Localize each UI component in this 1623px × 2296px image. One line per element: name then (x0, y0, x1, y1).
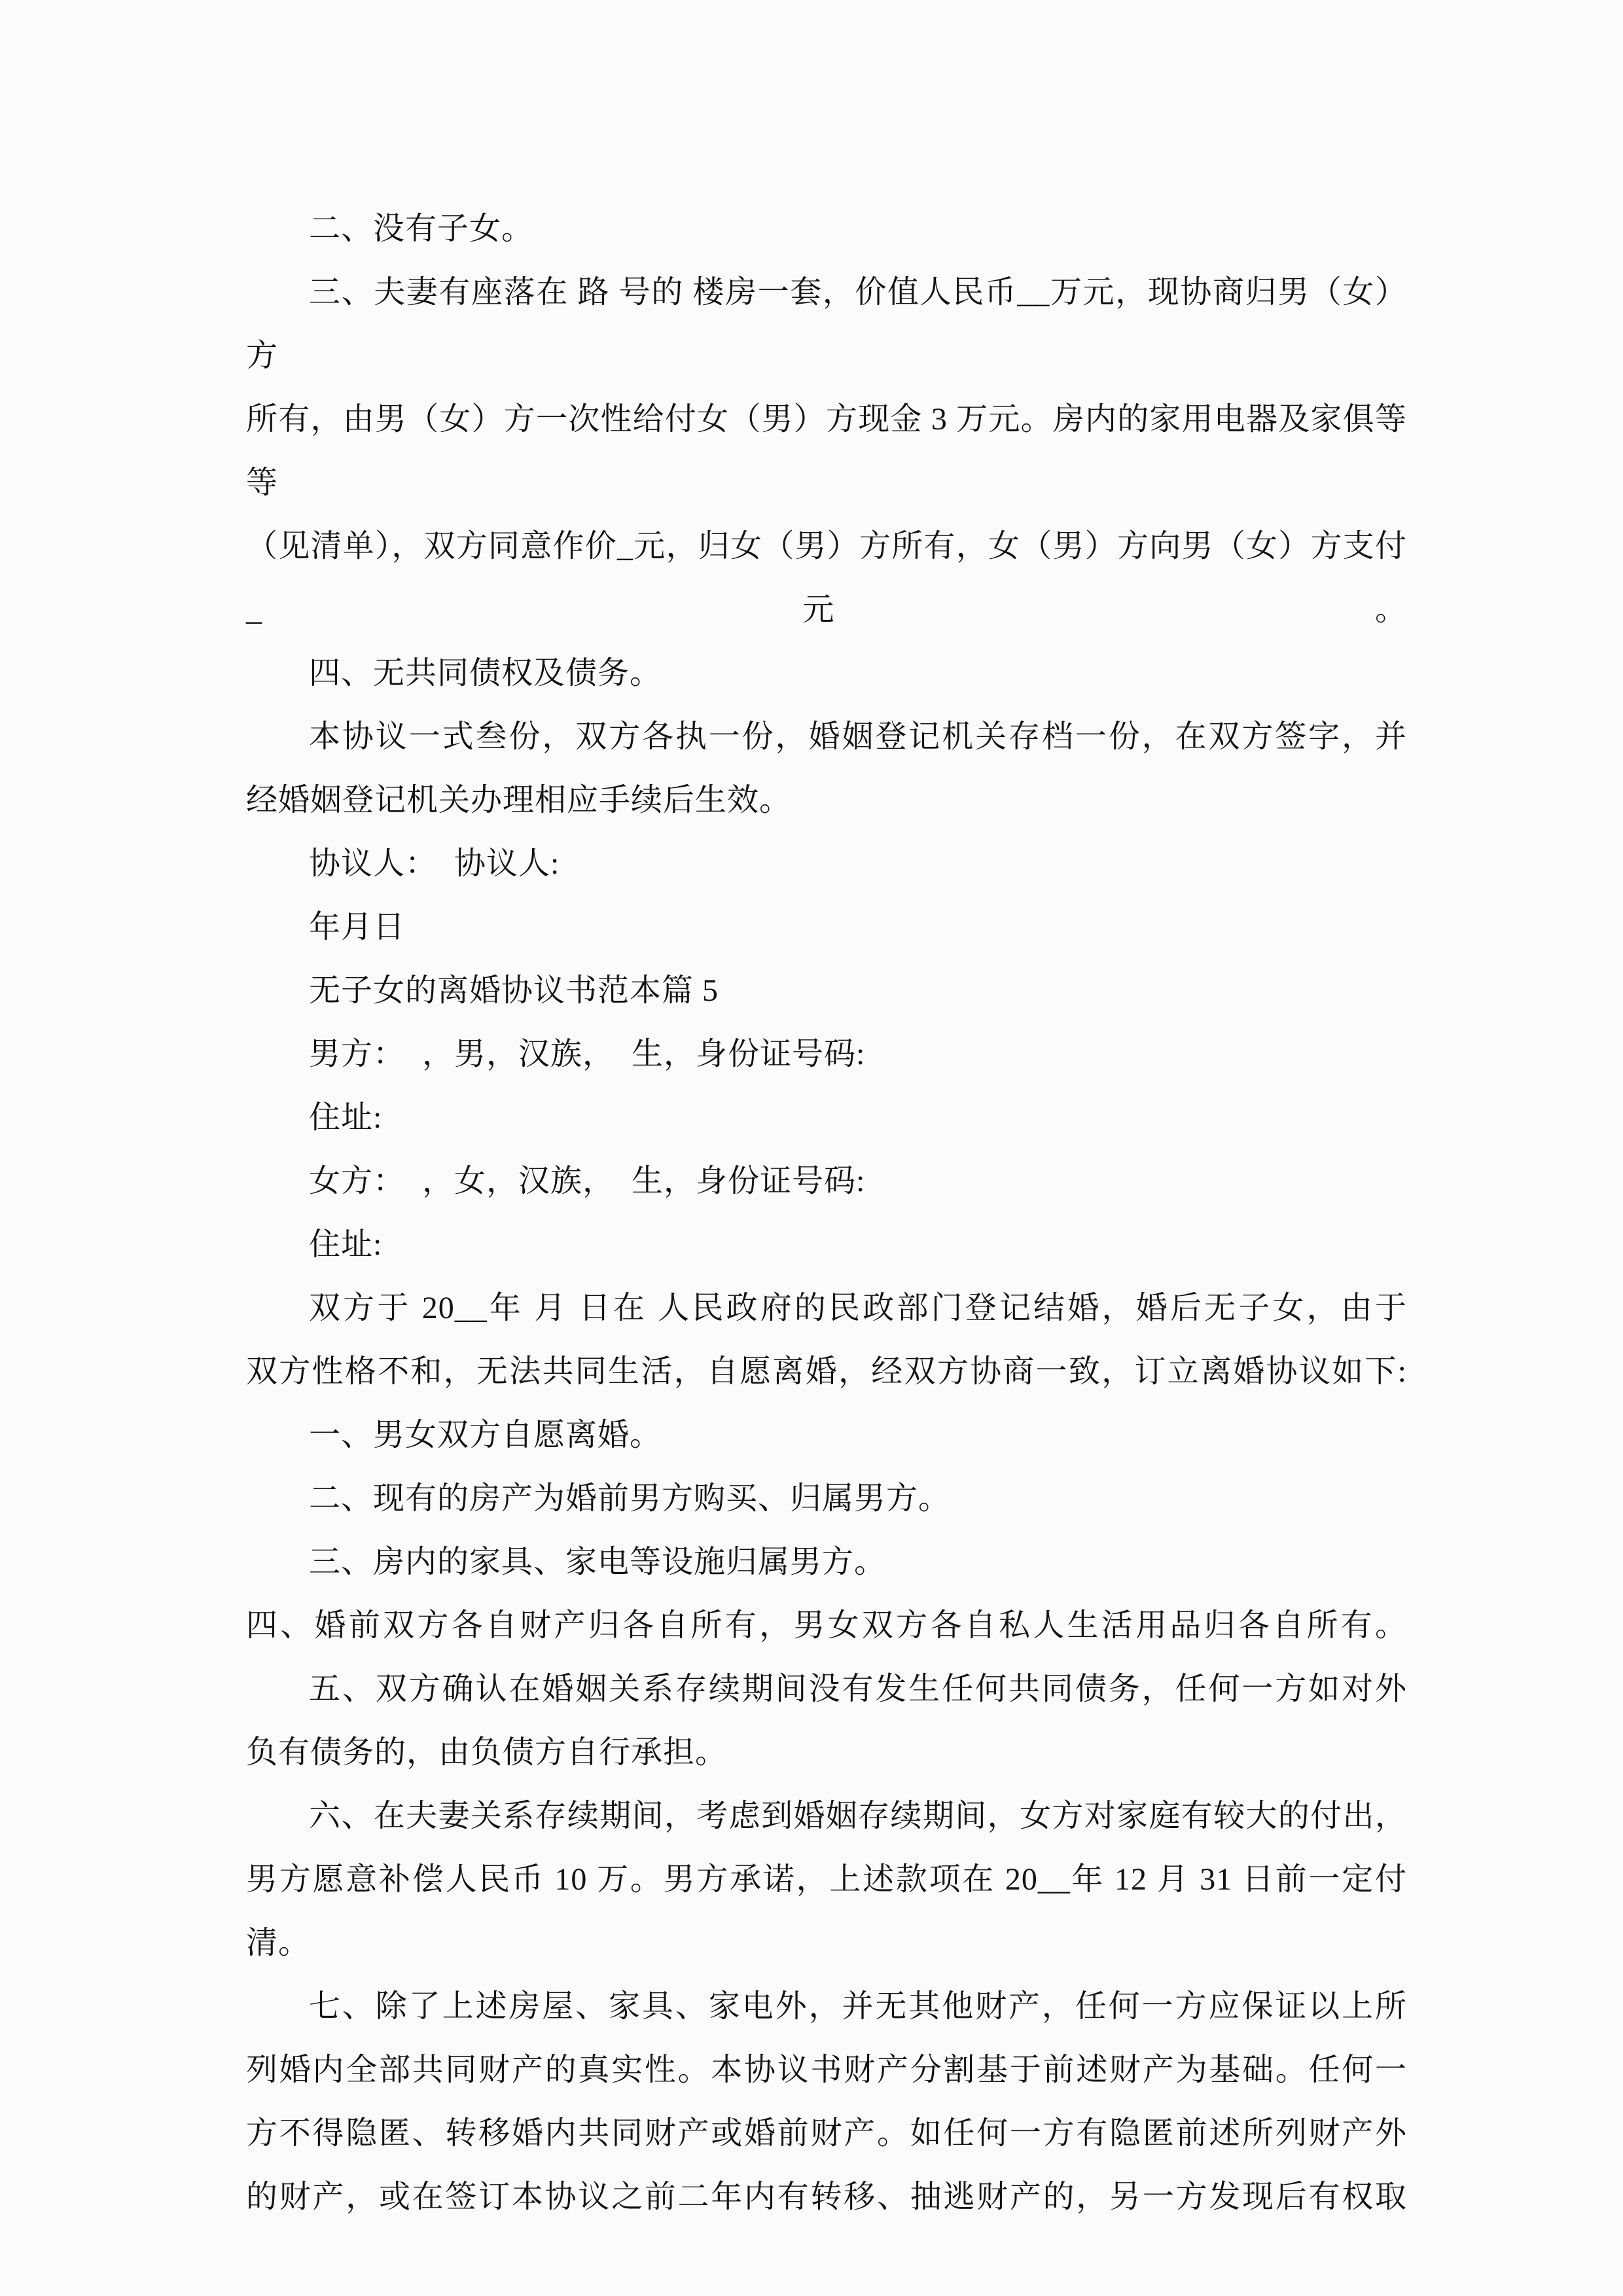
text-line: 负有债务的，由负债方自行承担。 (246, 1735, 728, 1770)
text-line: 三、夫妻有座落在 路 号的 楼房一套，价值人民币__万元，现协商归男（女）方 (246, 275, 1407, 373)
signature-line: 协议人： 协议人: (309, 846, 560, 881)
text-line: 七、除了上述房屋、家具、家电外，并无其他财产，任何一方应保证以上所 (309, 1989, 1407, 2024)
text-line: （见清单），双方同意作价_元，归女（男）方所有，女（男）方向男（女）方支付_元。 (246, 529, 1407, 627)
text-line: 住址: (309, 1100, 383, 1135)
section-heading: 无子女的离婚协议书范本篇 5 (309, 973, 719, 1008)
text-line: 二、没有子女。 (309, 211, 534, 246)
text-line: 三、房内的家具、家电等设施归属男方。 (309, 1545, 887, 1579)
text-line: 双方于 20__年 月 日在 人民政府的民政部门登记结婚，婚后无子女，由于 (309, 1291, 1407, 1325)
text-line: 四、无共同债权及债务。 (309, 656, 662, 691)
text-line: 五、双方确认在婚姻关系存续期间没有发生任何共同债务，任何一方如对外 (309, 1672, 1407, 1706)
text-line: 一、男女双方自愿离婚。 (309, 1418, 662, 1452)
date-line: 年月日 (309, 910, 406, 944)
text-line: 住址: (309, 1227, 383, 1262)
text-line: 女方： ，女，汉族， 生，身份证号码: (309, 1164, 866, 1198)
text-line: 六、在夫妻关系存续期间，考虑到婚姻存续期间，女方对家庭有较大的付出， (309, 1799, 1407, 1833)
text-line: 男方愿意补偿人民币 10 万。男方承诺，上述款项在 20__年 12 月 31 日前一定付 (246, 1862, 1407, 1897)
text-line: 清。 (246, 1926, 311, 1960)
text-line: 方不得隐匿、转移婚内共同财产或婚前财产。如任何一方有隐匿前述所列财产外 (246, 2116, 1407, 2151)
text-line: 男方： ，男，汉族， 生，身份证号码: (309, 1037, 866, 1071)
text-line: 经婚姻登记机关办理相应手续后生效。 (246, 783, 792, 817)
text-line: 四、婚前双方各自财产归各自所有，男女双方各自私人生活用品归各自所有。 (246, 1608, 1407, 1643)
text-line: 本协议一式叁份，双方各执一份，婚姻登记机关存档一份，在双方签字，并 (309, 719, 1407, 754)
text-line: 所有，由男（女）方一次性给付女（男）方现金 3 万元。房内的家用电器及家俱等等 (246, 402, 1407, 500)
text-line: 双方性格不和，无法共同生活，自愿离婚，经双方协商一致，订立离婚协议如下: (246, 1354, 1407, 1389)
text-line: 二、现有的房产为婚前男方购买、归属男方。 (309, 1481, 951, 1516)
text-line: 的财产，或在签订本协议之前二年内有转移、抽逃财产的，另一方发现后有权取 (246, 2179, 1407, 2214)
text-line: 列婚内全部共同财产的真实性。本协议书财产分割基于前述财产为基础。任何一 (246, 2053, 1407, 2087)
